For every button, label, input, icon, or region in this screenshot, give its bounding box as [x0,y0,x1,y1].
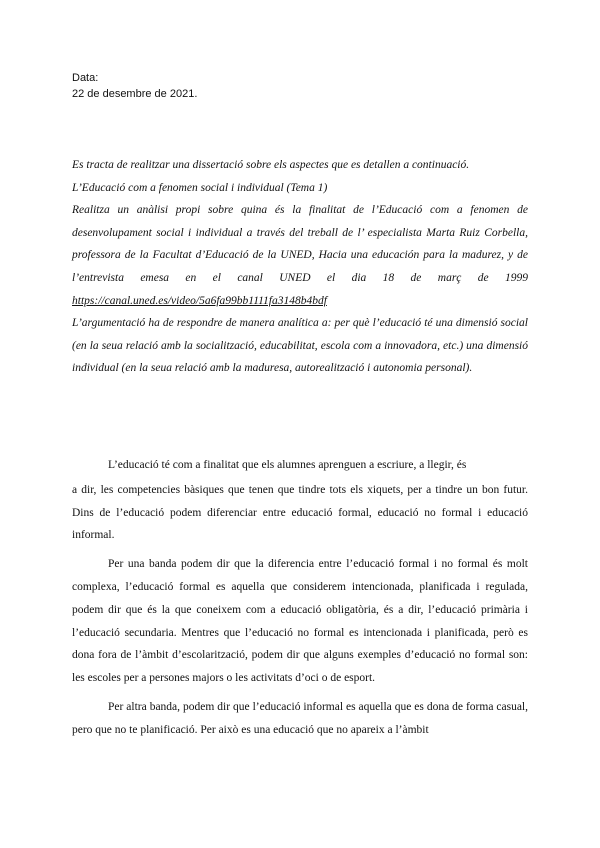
assignment-line-1: Es tracta de realitzar una dissertació sobre els aspectes que es detallen a continuació. [72,159,470,171]
essay-paragraph-1-rest: a dir, les competencies bàsiques que tenen que tindre tots els xiquets, per a tindre un bon futur. Dins de l’educació podem diferenciar entre educació formal, educació no formal i educació informal. [72,483,528,542]
essay-paragraph-1-first-line: L’educació té com a finalitat que els alumnes aprenguen a escriure, a llegir, és [108,459,467,471]
assignment-line-2: L’Educació com a fenomen social i individual (Tema 1) [72,181,328,194]
essay-paragraph-3: Per altra banda, podem dir que l’educació informal es aquella que es dona de forma casual, pero que no te planificació. Per això es una educació que no apareix a l’àmbit [72,700,528,736]
assignment-argument: L’argumentació ha de respondre de manera analítica a: per què l’educació té una dimensió social (en la seua relació amb la socialització, educabilitat, escola com a innovadora, etc.) una dimensió individual (en la seua relació amb la maduresa, autorealització i autonomia personal). [72,317,528,375]
assignment-instructions [72,154,528,380]
assignment-paragraph [72,199,528,312]
date-block [72,70,197,102]
essay-paragraph-2: Per una banda podem dir que la diferencia entre l’educació formal i no formal és molt complexa, l’educació formal es aquella que considerem intencionada, planificada i regulada, podem dir que és la que coneixem com a educació obligatòria, és a dir, l’educació primària i l’educació secundaria. Mentres que l’educació no formal es intencionada i planificada, però es dona fora de l’àmbit d’escolarització, podem dir que alguns exemples d’educació no formal son: les escoles per a persones majors o les activitats d’oci o de esport. [72,558,528,685]
video-link[interactable]: https://canal.uned.es/video/5a6fa99bb1111fa3148b4bdf [72,294,327,307]
essay-body [72,454,528,748]
date-value: 22 de desembre de 2021. [72,88,198,100]
date-label: Data: [72,72,99,84]
assignment-paragraph-text: Realitza un anàlisi propi sobre quina és la finalitat de l’Educació com a fenomen de desenvolupament social i individual a través del treball de l’ especialista Marta Ruiz Corbella, professora de la Facultat d’Educació de la UNED, Hacia una educación para la madurez, y de l’entrevista emesa en el canal UNED el dia 18 de març de 1999 [72,204,528,284]
